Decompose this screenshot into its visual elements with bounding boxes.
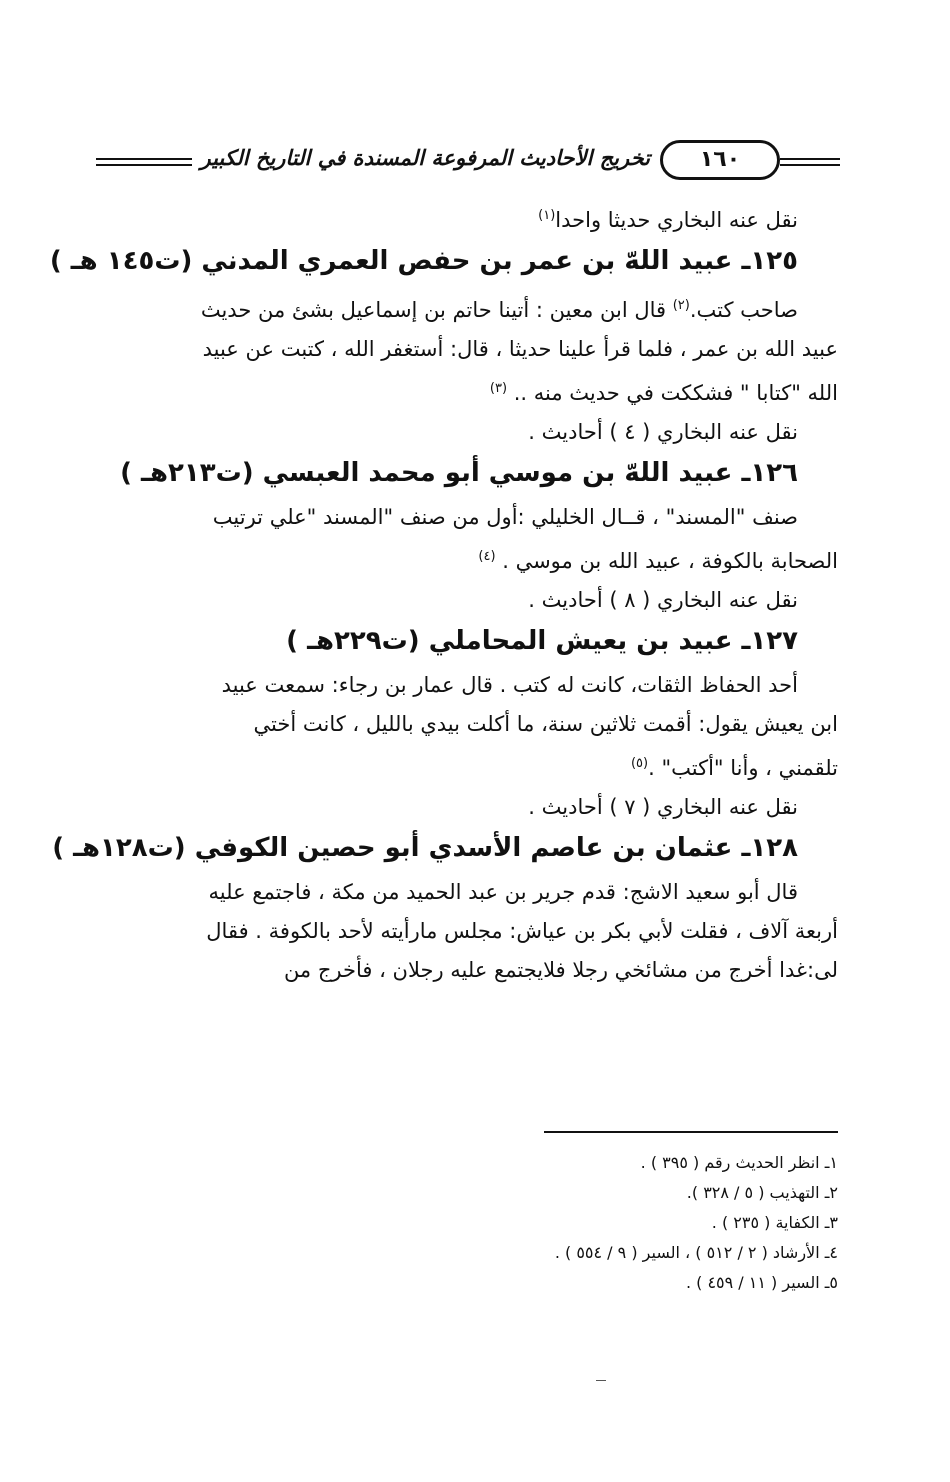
entry-heading-126: ١٢٦ـ عبيد اللهّ بن موسي أبو محمد العبسي (ت٢١٣هـ ) — [120, 458, 798, 488]
text-line: نقل عنه البخاري ( ٤ ) أحاديث . — [528, 420, 798, 444]
text-line: لى:غدا أخرج من مشائخي رجلا فلايجتمع عليه رجلان ، فأخرج من — [283, 958, 838, 982]
text-line: الصحابة بالكوفة ، عبيد الله بن موسي . $^{(٤)}$ — [478, 549, 838, 573]
footnote-ref: (١) — [538, 208, 556, 223]
text-line: نقل عنه البخاري حديثا واحدا$^{(١)}$ — [538, 208, 798, 232]
text-line: أحد الحفاظ الثقات، كانت له كتب . قال عمار بن رجاء: سمعت عبيد — [221, 673, 798, 697]
footnote-item: ٢ـ التهذيب ( ٥ / ٣٢٨ ). — [686, 1183, 838, 1202]
running-header — [96, 140, 840, 184]
entry-heading-128: ١٢٨ـ عثمان بن عاصم الأسدي أبو حصين الكوفي (ت١٢٨هـ ) — [52, 833, 798, 863]
book-title: تخريج الأحاديث المرفوعة المسندة في التاريخ الكبير — [192, 146, 650, 170]
footnote-item: ٤ـ الأرشاد ( ٢ / ٥١٢ ) ، السير ( ٩ / ٥٥٤ ) . — [554, 1243, 838, 1262]
text-line: صنف "المسند" ، قــال الخليلي :أول من صنف "المسند "علي ترتيب — [212, 505, 798, 529]
text-line: تلقمني ، وأنا "أكتب" .$^{(٥)}$ — [630, 756, 838, 780]
page-mark — [596, 1380, 606, 1381]
footnotes — [338, 1148, 838, 1298]
footnote-item: ٣ـ الكفاية ( ٢٣٥ ) . — [711, 1213, 838, 1232]
footnote-item: ٥ـ السير ( ١١ / ٤٥٩ ) . — [685, 1273, 838, 1292]
text-line: عبيد الله بن عمر ، فلما قرأ علينا حديثا ، قال: أستغفر الله ، كتبت عن عبيد — [202, 337, 838, 361]
header-rule-right — [780, 158, 840, 166]
text-line: قال أبو سعيد الاشج: قدم جرير بن عبد الحميد من مكة ، فاجتمع عليه — [208, 880, 798, 904]
text-line: الله "كتابا " فشككت في حديث منه .. $^{(٣)}$ — [489, 381, 838, 405]
text-line: نقل عنه البخاري ( ٧ ) أحاديث . — [528, 795, 798, 819]
footnote-ref: (٢) — [672, 298, 690, 313]
footnote-ref: (٤) — [478, 549, 496, 564]
entry-heading-125: ١٢٥ـ عبيد اللهّ بن عمر بن حفص العمري المدني (ت١٤٥ هـ ) — [49, 246, 798, 276]
page-number: ١٦٠ — [660, 140, 780, 180]
footnote-ref: (٥) — [630, 756, 649, 771]
text-line: أربعة آلاف ، فقلت لأبي بكر بن عياش: مجلس مارأيته لأحد بالكوفة . فقال — [206, 919, 838, 943]
text-line: صاحب كتب.$^{(٢)}$ قال ابن معين : أتينا حاتم بن إسماعيل بشئ من حديث — [200, 298, 798, 322]
main-text — [49, 200, 838, 994]
footnote-item: ١ـ انظر الحديث رقم ( ٣٩٥ ) . — [640, 1153, 838, 1172]
text-line: ابن يعيش يقول: أقمت ثلاثين سنة، ما أكلت بيدي بالليل ، كانت أختي — [253, 712, 838, 736]
footnote-separator — [544, 1131, 838, 1133]
text-line: نقل عنه البخاري ( ٨ ) أحاديث . — [528, 588, 798, 612]
entry-heading-127: ١٢٧ـ عبيد بن يعيش المحاملي (ت٢٢٩هـ ) — [286, 626, 798, 656]
footnote-ref: (٣) — [489, 381, 508, 396]
